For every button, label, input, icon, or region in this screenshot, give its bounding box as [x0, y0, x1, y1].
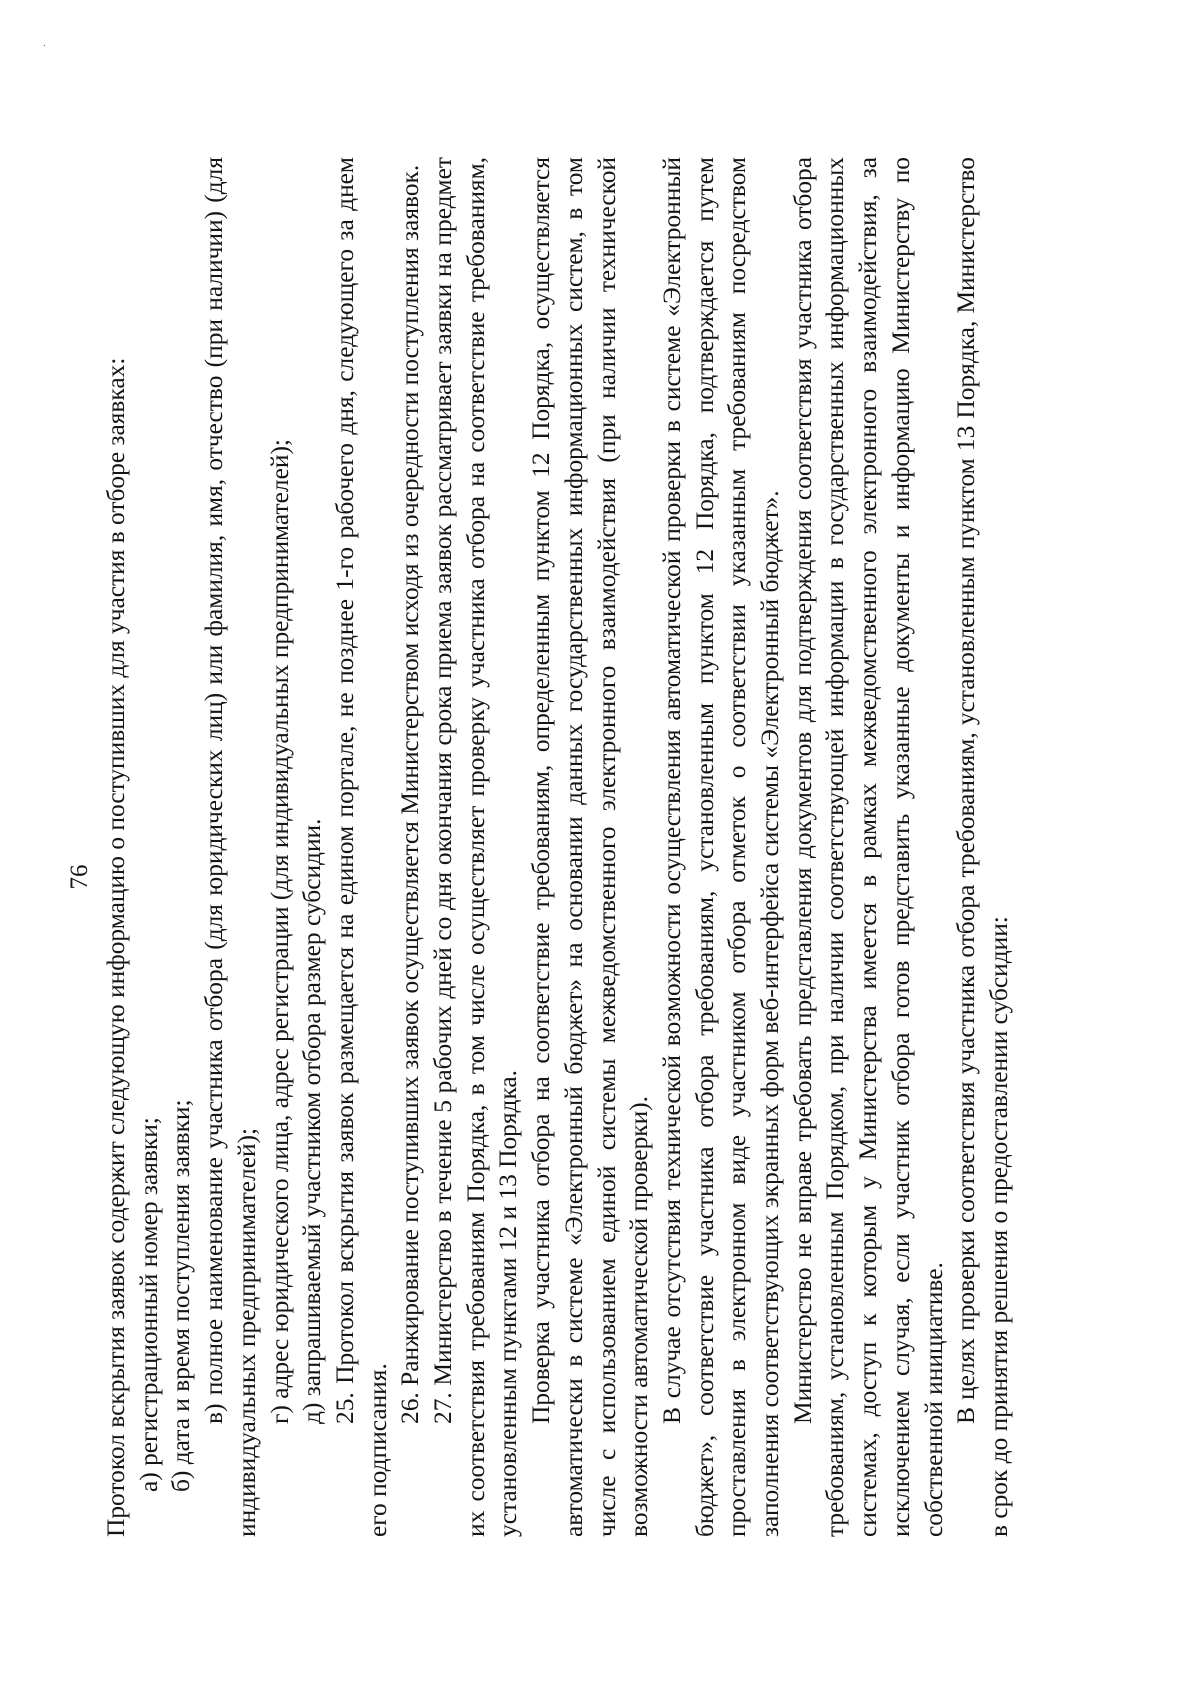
paragraph-verification-purpose: В целях проверки соответствия участника отбора требованиям, установленным пунктом 13 Порядка, Министерство в срок до принятия решения о предоставлении субсидии:	[952, 157, 1013, 1537]
paragraph-27: 27. Министерство в течение 5 рабочих дней со дня окончания срока приема заявок рассматривает заявки на предмет их соответствия требованиям Порядка, в том числе осуществляет проверку участника отбора на соответствие требованиям, установленным пунктами 12 и 13 Порядка.	[429, 157, 523, 1537]
paragraph-check-requirements: Проверка участника отбора на соответствие требованиям, определенным пунктом 12 Порядка, осуществляется автоматически в системе «Электронный бюджет» на основании данных государственных информационных систем, в том числе с использованием единой системы межведомственного электронного взаимодействия (при наличии технической возможности автоматической проверки).	[527, 157, 654, 1537]
paragraph-26: 26. Ранжирование поступивших заявок осуществляется Министерством исходя из очередности поступления заявок.	[396, 164, 425, 1424]
paragraph-protocol-intro: Протокол вскрытия заявок содержит следующую информацию о поступивших для участия в отборе заявках:	[102, 357, 130, 1537]
paragraph-no-technical-possibility: В случае отсутствия технической возможности осуществления автоматической проверки в системе «Электронный бюджет», соответствие участника отбора требованиям, установленным пунктом 12 Порядка, подтверждается путем проставления в электронном виде участником отбора отметок о соответствии указанным требованиям посредством заполнения соответствующих экранных форм веб-интерфейса системы «Электронный бюджет».	[657, 157, 785, 1537]
paragraph-ministry-not-entitled: Министерство не вправе требовать представления документов для подтверждения соответствия участника отбора требованиям, установленным Порядком, при наличии соответствующей информации в государственных информационных системах, доступ к которым у Министерства имеется в рамках межведомственного электронного взаимодействия, за исключением случая, если участник отбора готов представить указанные документы и информацию Министерству по собственной инициативе.	[788, 157, 948, 1537]
scan-dot: ·	[40, 43, 51, 47]
list-item-b: б) дата и время поступления заявки;	[167, 1099, 196, 1492]
list-item-v: в) полное наименование участника отбора (для юридических лиц) или фамилия, имя, отчество (при наличии) (для индивидуальных предпринимателей);	[200, 157, 261, 1537]
list-item-g: г) адрес юридического лица, адрес регистрации (для индивидуальных предпринимателей);	[265, 439, 294, 1424]
list-item-d: д) запрашиваемый участником отбора размер субсидии.	[298, 818, 327, 1424]
list-item-a: а) регистрационный номер заявки;	[134, 1117, 163, 1492]
paragraph-25: 25. Протокол вскрытия заявок размещается на едином портале, не позднее 1-го рабочего дня, следующего за днем его подписания.	[330, 157, 392, 1537]
document-body	[100, 157, 1016, 1537]
page-number: 76	[66, 864, 93, 890]
